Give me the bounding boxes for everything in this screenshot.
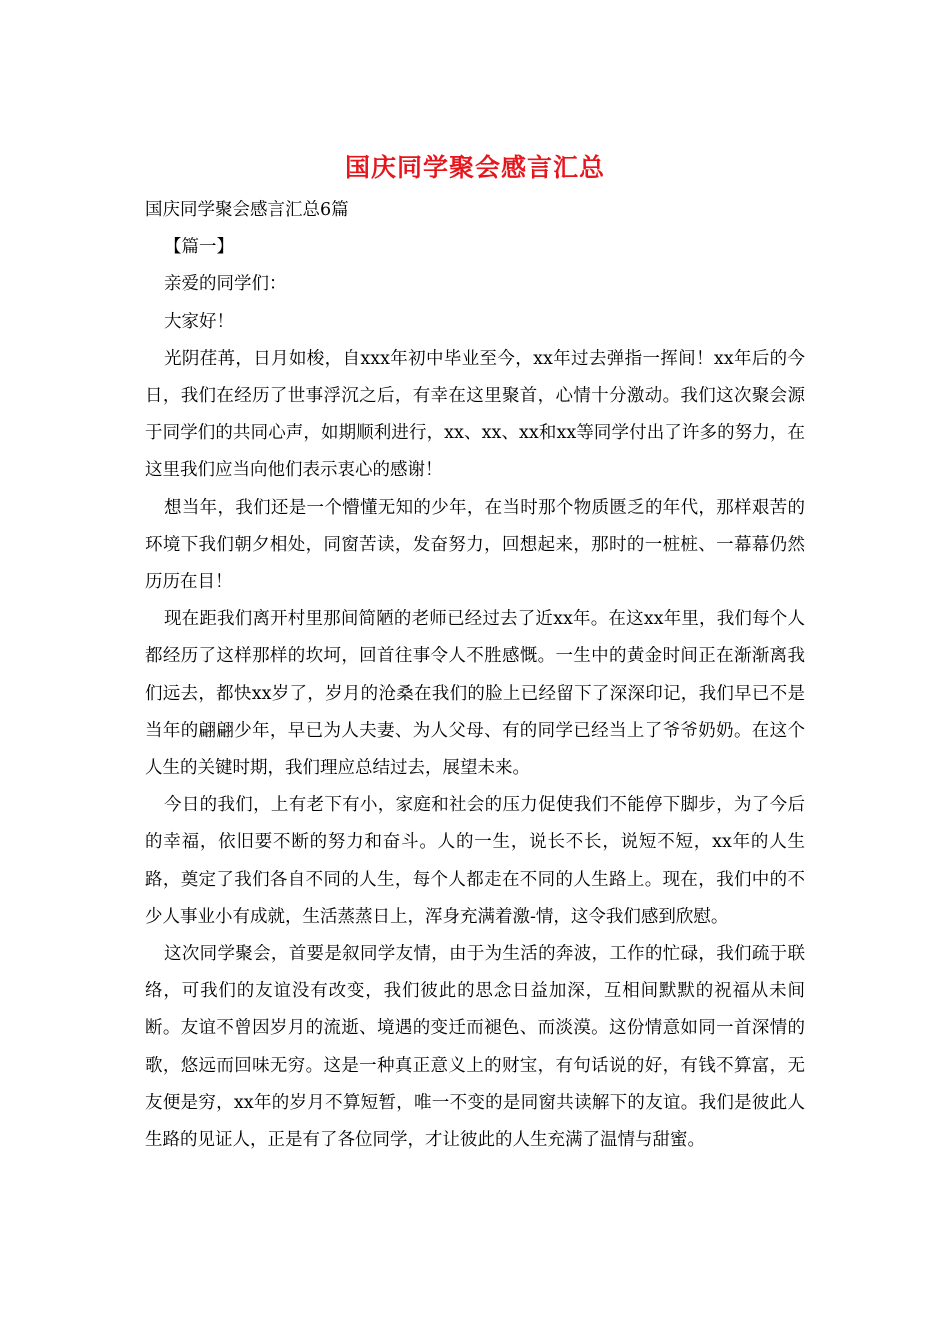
document-subtitle: 国庆同学聚会感言汇总6篇 (145, 200, 349, 220)
salutation: 亲爱的同学们： (164, 274, 287, 295)
section-label: 【篇一】 (164, 237, 234, 258)
paragraph-4: 今日的我们，上有老下有小，家庭和社会的压力促使我们不能停下脚步，为了今后的幸福，依旧要不断的努力和奋斗。人的一生，说长不长，说短不短，xx年的人生路，奠定了我们各自不同的人生，每个人都走在不同的人生路上。现在，我们中的不少人事业小有成就，生活蒸蒸日上，浑身充满着激-情，这令我们感到欣慰。 (145, 795, 805, 927)
paragraph-3: 现在距我们离开村里那间简陋的老师已经过去了近xx年。在这xx年里，我们每个人都经历了这样那样的坎坷，回首往事令人不胜感慨。一生中的黄金时间正在渐渐离我们远去，都快xx岁了，岁月的沧桑在我们的脸上已经留下了深深印记，我们早已不是当年的翩翩少年，早已为人夫妻、为人父母、有的同学已经当上了爷爷奶奶。在这个人生的关键时期，我们理应总结过去，展望未来。 (145, 609, 805, 779)
document-body (145, 192, 805, 1159)
paragraph-1: 光阴荏苒，日月如梭，自xxx年初中毕业至今，xx年过去弹指一挥间！xx年后的今日，我们在经历了世事浮沉之后，有幸在这里聚首，心情十分激动。我们这次聚会源于同学们的共同心声，如期顺利进行，xx、xx、xx和xx等同学付出了许多的努力，在这里我们应当向他们表示衷心的感谢！ (145, 348, 805, 481)
document-title: 国庆同学聚会感言汇总 (344, 153, 605, 182)
paragraph-5: 这次同学聚会，首要是叙同学友情，由于为生活的奔波，工作的忙碌，我们疏于联络，可我们的友谊没有改变，我们彼此的思念日益加深，互相间默默的祝福从未间断。友谊不曾因岁月的流逝、境遇的变迁而褪色、而淡漠。这份情意如同一首深情的歌，悠远而回味无穷。这是一种真正意义上的财宝，有句话说的好，有钱不算富，无友便是穷，xx年的岁月不算短暂，唯一不变的是同窗共读解下的友谊。我们是彼此人生路的见证人，正是有了各位同学，才让彼此的人生充满了温情与甜蜜。 (145, 944, 805, 1151)
paragraph-2: 想当年，我们还是一个懵懂无知的少年，在当时那个物质匮乏的年代，那样艰苦的环境下我们朝夕相处，同窗苦读，发奋努力，回想起来，那时的一桩桩、一幕幕仍然历历在目！ (145, 497, 805, 593)
greeting: 大家好！ (164, 311, 234, 332)
